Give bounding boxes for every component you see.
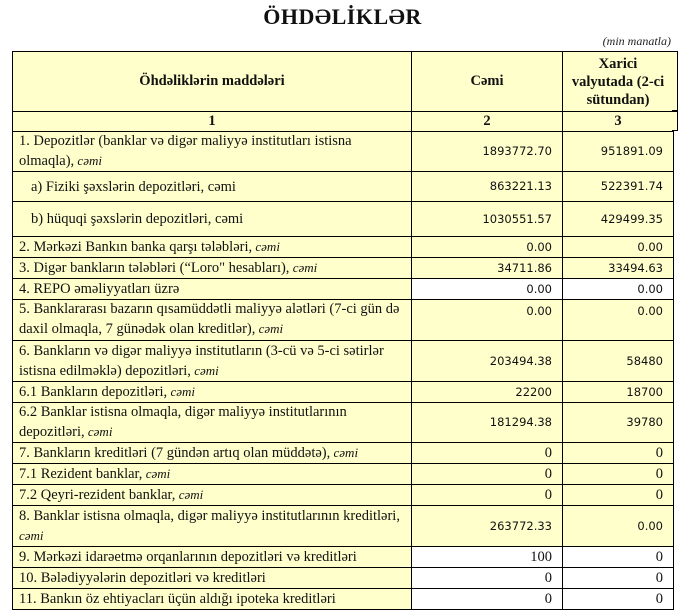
cell-total: 863221.13	[412, 172, 563, 202]
row-label	[13, 258, 412, 279]
row-label	[13, 279, 412, 300]
row-label	[13, 589, 412, 610]
header-row	[13, 52, 674, 112]
row-label-text: 6. Bankların və digər maliyyə institutların (3-cü və 5-ci sətirlər istisna edilməklə) depozitləri,	[19, 342, 384, 379]
cell-foreign: 0	[563, 547, 674, 568]
row-label-text: 9. Mərkəzi idarəetmə orqanlarının depozitləri və kreditləri	[19, 549, 357, 565]
cell-total: 1030551.57	[412, 202, 563, 237]
row-label-suffix: cəmi	[255, 321, 284, 336]
cell-foreign: 39780	[563, 403, 674, 443]
row-label	[13, 237, 412, 258]
row-label	[13, 132, 412, 172]
table-row	[13, 382, 674, 403]
row-label-text: 10. Bələdiyyələrin depozitləri və kreditləri	[19, 570, 266, 586]
cell-foreign: 33494.63	[563, 258, 674, 279]
cell-total: 203494.38	[412, 341, 563, 382]
row-label-text: 7. Bankların kreditləri (7 gündən artıq olan müddətə),	[19, 445, 331, 461]
row-label-text: a) Fiziki şəxslərin depozitləri, cəmi	[31, 178, 236, 195]
cell-foreign: 0	[563, 589, 674, 610]
cell-total: 1893772.70	[412, 132, 563, 172]
cell-total: 0	[412, 589, 563, 610]
row-label-text: 11. Bankın öz ehtiyacları üçün aldığı ipoteka kreditləri	[19, 591, 336, 607]
table-row	[13, 506, 674, 547]
row-label	[13, 443, 412, 464]
column-number-3: 3	[563, 112, 674, 132]
table-row	[13, 132, 674, 172]
cell-foreign: 58480	[563, 341, 674, 382]
cell-total: 0	[412, 568, 563, 589]
row-label-text: 7.1 Rezident banklar,	[19, 466, 143, 482]
row-label-text: 5. Banklararası bazarın qısamüddətli maliyyə alətləri (7-ci gün də daxil olmaqla, 7 günədək olan kreditlər),	[19, 301, 400, 337]
row-label	[13, 172, 412, 202]
cell-total: 34711.86	[412, 258, 563, 279]
cell-foreign: 429499.35	[563, 202, 674, 237]
row-label-text: 6.2 Banklar istisna olmaqla, digər maliyyə institutlarının depozitləri,	[19, 404, 347, 440]
cell-total: 0	[412, 443, 563, 464]
header-total: Cəmi	[412, 52, 563, 112]
table-row	[13, 589, 674, 610]
row-label	[13, 382, 412, 403]
table-row	[13, 172, 674, 202]
table-row	[13, 341, 674, 382]
cell-foreign: 0.00	[563, 506, 674, 547]
cell-foreign: 0.00	[563, 300, 674, 341]
cell-foreign: 522391.74	[563, 172, 674, 202]
cell-foreign: 951891.09	[563, 132, 674, 172]
cell-total: 181294.38	[412, 403, 563, 443]
row-label-suffix: cəmi	[74, 153, 102, 168]
cell-foreign: 0	[563, 485, 674, 506]
cell-total: 22200	[412, 382, 563, 403]
header-border-extension	[672, 51, 678, 131]
cell-foreign: 0	[563, 568, 674, 589]
table-row	[13, 547, 674, 568]
table-row	[13, 300, 674, 341]
row-label	[13, 464, 412, 485]
cell-total: 0.00	[412, 279, 563, 300]
row-label-text: b) hüquqi şəxslərin depozitləri, cəmi	[31, 211, 244, 227]
table-row	[13, 258, 674, 279]
row-label-suffix: cəmi	[330, 445, 359, 460]
row-label-text: 7.2 Qeyri-rezident banklar,	[19, 487, 176, 503]
cell-foreign: 0	[563, 443, 674, 464]
table-row	[13, 443, 674, 464]
row-label-suffix: cəmi	[289, 260, 318, 275]
cell-foreign: 18700	[563, 382, 674, 403]
header-divider-extension	[672, 110, 678, 112]
cell-total: 0	[412, 485, 563, 506]
row-label-text: 2. Mərkəzi Bankın banka qarşı tələbləri,	[19, 239, 253, 255]
row-label-suffix: cəmi	[175, 487, 204, 502]
header-foreign: Xarici valyutada (2-ci sütundan)	[563, 52, 674, 112]
row-label	[13, 547, 412, 568]
table-row	[13, 485, 674, 506]
cell-total: 263772.33	[412, 506, 563, 547]
row-label	[13, 485, 412, 506]
table-row	[13, 464, 674, 485]
row-label-suffix: cəmi	[190, 362, 219, 378]
row-label	[13, 341, 412, 382]
row-label-text: 3. Digər bankların tələbləri (“Loro" hesabları),	[19, 260, 290, 276]
column-number-row	[13, 112, 674, 132]
table-row	[13, 279, 674, 300]
cell-foreign: 0.00	[563, 237, 674, 258]
table-row	[13, 202, 674, 237]
row-label	[13, 403, 412, 443]
row-label	[13, 506, 412, 547]
row-label-suffix: cəmi	[84, 424, 113, 439]
page-title: ÖHDƏLİKLƏR	[263, 4, 422, 29]
row-label-suffix: cəmi	[167, 384, 195, 399]
column-number-2: 2	[412, 112, 563, 132]
cell-foreign: 0	[563, 464, 674, 485]
row-label-suffix: cəmi	[142, 466, 171, 481]
row-label	[13, 300, 412, 341]
row-label-suffix: cəmi	[19, 528, 44, 543]
column-number-1: 1	[13, 112, 412, 132]
liabilities-table	[12, 51, 674, 610]
row-label-text: 4. REPO əməliyyatları üzrə	[19, 281, 180, 297]
row-label	[13, 202, 412, 237]
cell-total: 100	[412, 547, 563, 568]
unit-note: (min manatla)	[602, 34, 671, 48]
cell-total: 0.00	[412, 300, 563, 341]
cell-total: 0.00	[412, 237, 563, 258]
cell-total: 0	[412, 464, 563, 485]
row-label-suffix: cəmi	[252, 239, 280, 254]
cell-foreign: 0.00	[563, 279, 674, 300]
table-row	[13, 403, 674, 443]
row-label-text: 8. Banklar istisna olmaqla, digər maliyyə institutlarının kreditləri,	[19, 508, 400, 524]
header-items: Öhdəliklərin maddələri	[13, 52, 412, 112]
row-label-text: 1. Depozitlər (banklar və digər maliyyə institutları istisna olmaqla),	[19, 133, 352, 169]
row-label	[13, 568, 412, 589]
table-row	[13, 568, 674, 589]
row-label-text: 6.1 Bankların depozitləri,	[19, 384, 168, 400]
table-row	[13, 237, 674, 258]
